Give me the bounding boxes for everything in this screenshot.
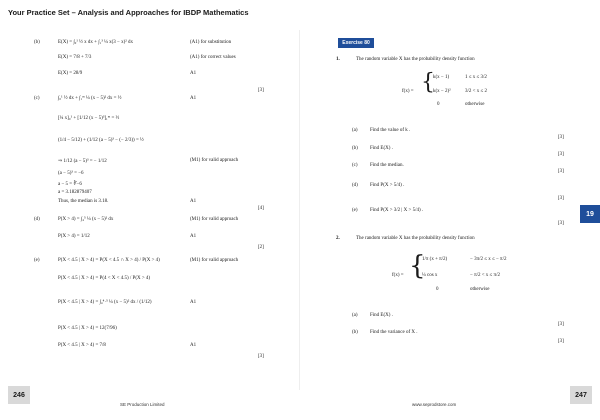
part-text: Find E(X) . xyxy=(370,146,393,151)
part-label: (d) xyxy=(352,183,358,188)
marks-total: [3] xyxy=(558,221,564,226)
pdf-domain: 3/2 < x ≤ 2 xyxy=(465,89,487,94)
mark: A1 xyxy=(190,199,197,204)
part-label: (a) xyxy=(352,313,358,318)
part-text: Find the value of k . xyxy=(370,128,411,133)
mark: A1 xyxy=(190,343,197,348)
solution-line: E(X) = ∫₀¹ ½ x dx + ∫₁³ ¼ x(3 − x)² dx xyxy=(58,40,134,45)
solution-line: P(X < 4.5 | X > 4) = 7/8 xyxy=(58,343,106,348)
pdf-case: 0 xyxy=(436,287,439,292)
part-label: (c) xyxy=(34,96,40,101)
solution-line: a − 5 = ∛−6 xyxy=(58,182,82,187)
marks-total: [4] xyxy=(258,206,264,211)
solution-line: (a − 5)³ = −6 xyxy=(58,171,84,176)
brace-icon: { xyxy=(421,70,435,95)
exercise-heading: Exercise 80 xyxy=(338,38,374,48)
marks-total: [3] xyxy=(558,152,564,157)
mark: A1 xyxy=(190,234,197,239)
page-number: 247 xyxy=(570,386,592,404)
solution-line: (1/4 − 5/12) + (1/12 (a − 5)³ − (− 2/3)) = ½ xyxy=(58,138,144,143)
mark-note: (M1) for valid approach xyxy=(190,258,239,263)
part-label: (e) xyxy=(352,208,358,213)
solution-line: Thus, the median is 3.18. xyxy=(58,199,109,204)
pdf-label: f(x) = xyxy=(402,89,414,94)
part-label: (b) xyxy=(352,330,358,335)
brace-icon: { xyxy=(409,251,426,281)
part-text: Find P(X > 3/2 | X > 5/4) . xyxy=(370,208,424,213)
part-label: (e) xyxy=(34,258,40,263)
solution-line: E(X) = 7/8 + 7/3 xyxy=(58,55,92,60)
footer-website: www.seprodstore.com xyxy=(412,402,457,407)
marks-total: [2] xyxy=(258,245,264,250)
mark-note: (M1) for valid approach xyxy=(190,158,239,163)
solution-line: ∫₀¹ ½ dx + ∫₁ᵐ ¼ (x − 5)² dx = ½ xyxy=(58,96,122,101)
pdf-domain: − π/2 < x ≤ π/2 xyxy=(470,273,500,278)
marks-total: [3] xyxy=(558,322,564,327)
marks-total: [3] xyxy=(558,135,564,140)
footer-publisher: SE Production Limited xyxy=(120,402,165,407)
pdf-domain: 1 ≤ x ≤ 3/2 xyxy=(465,75,487,80)
marks-total: [3] xyxy=(558,196,564,201)
pdf-case: ¼ cos x xyxy=(422,273,438,278)
pdf-domain: otherwise xyxy=(470,287,490,292)
solution-line: E(X) = 28/9 xyxy=(58,71,83,76)
part-label: (d) xyxy=(34,217,40,222)
solution-line: a = 3.182879407 xyxy=(58,190,92,195)
part-label: (c) xyxy=(352,163,358,168)
solution-line: P(X < 4.5 | X > 4) = P(4 < X < 4.5) / P(X > 4) xyxy=(58,276,151,281)
solution-line: ⇒ 1/12 (a − 5)³ = − 1/12 xyxy=(58,159,107,164)
mark: A1 xyxy=(190,300,197,305)
pdf-case: k(x − 1) xyxy=(433,75,450,80)
pdf-case: 0 xyxy=(437,102,440,107)
part-text: Find the median. xyxy=(370,163,404,168)
part-text: Find E(X) . xyxy=(370,313,393,318)
part-text: Find the variance of X . xyxy=(370,330,418,335)
marks-total: [3] xyxy=(258,88,264,93)
pdf-label: f(x) = xyxy=(392,273,404,278)
page-header: Your Practice Set – Analysis and Approaches for IBDP Mathematics xyxy=(8,8,249,17)
mark-note: (M1) for valid approach xyxy=(190,217,239,222)
solution-line: P(X < 4.5 | X > 4) = P(X < 4.5 ∩ X > 4) / P(X > 4) xyxy=(58,258,160,263)
pdf-case: 1/π (x + π/2) xyxy=(422,257,448,262)
solution-line: P(X < 4.5 | X > 4) = ∫₄⁴·⁵ ¼ (x − 5)² dx / (1/12) xyxy=(58,300,152,305)
question-text: The random variable X has the probability density function xyxy=(356,57,475,62)
part-text: Find P(X > 5/4) . xyxy=(370,183,405,188)
solution-line: [¼ x]₀¹ + [1/12 (x − 5)³]₁ᵐ = ½ xyxy=(58,116,120,121)
marks-total: [3] xyxy=(558,169,564,174)
solution-line: P(X < 4.5 | X > 4) = 12(7/96) xyxy=(58,326,117,331)
part-label: (a) xyxy=(352,128,358,133)
marks-total: [3] xyxy=(258,354,264,359)
question-number: 2. xyxy=(336,236,340,241)
mark-note: (A1) for substitution xyxy=(190,40,232,45)
mark: A1 xyxy=(190,96,197,101)
page-number: 246 xyxy=(8,386,30,404)
part-label: (b) xyxy=(34,40,40,45)
mark: A1 xyxy=(190,71,197,76)
pdf-domain: otherwise xyxy=(465,102,485,107)
solution-line: P(X > 4) = ∫₄⁵ ¼ (x − 5)² dx xyxy=(58,217,114,222)
chapter-tab: 19 xyxy=(580,205,600,223)
page-gutter xyxy=(299,30,300,390)
mark-note: (A1) for correct values xyxy=(190,55,236,60)
marks-total: [3] xyxy=(558,339,564,344)
question-number: 1. xyxy=(336,57,340,62)
pdf-domain: − 3π/2 ≤ x ≤ − π/2 xyxy=(470,257,507,262)
pdf-case: k(x − 2)² xyxy=(433,89,451,94)
part-label: (b) xyxy=(352,146,358,151)
question-text: The random variable X has the probability density function xyxy=(356,236,475,241)
solution-line: P(X > 4) = 1/12 xyxy=(58,234,90,239)
